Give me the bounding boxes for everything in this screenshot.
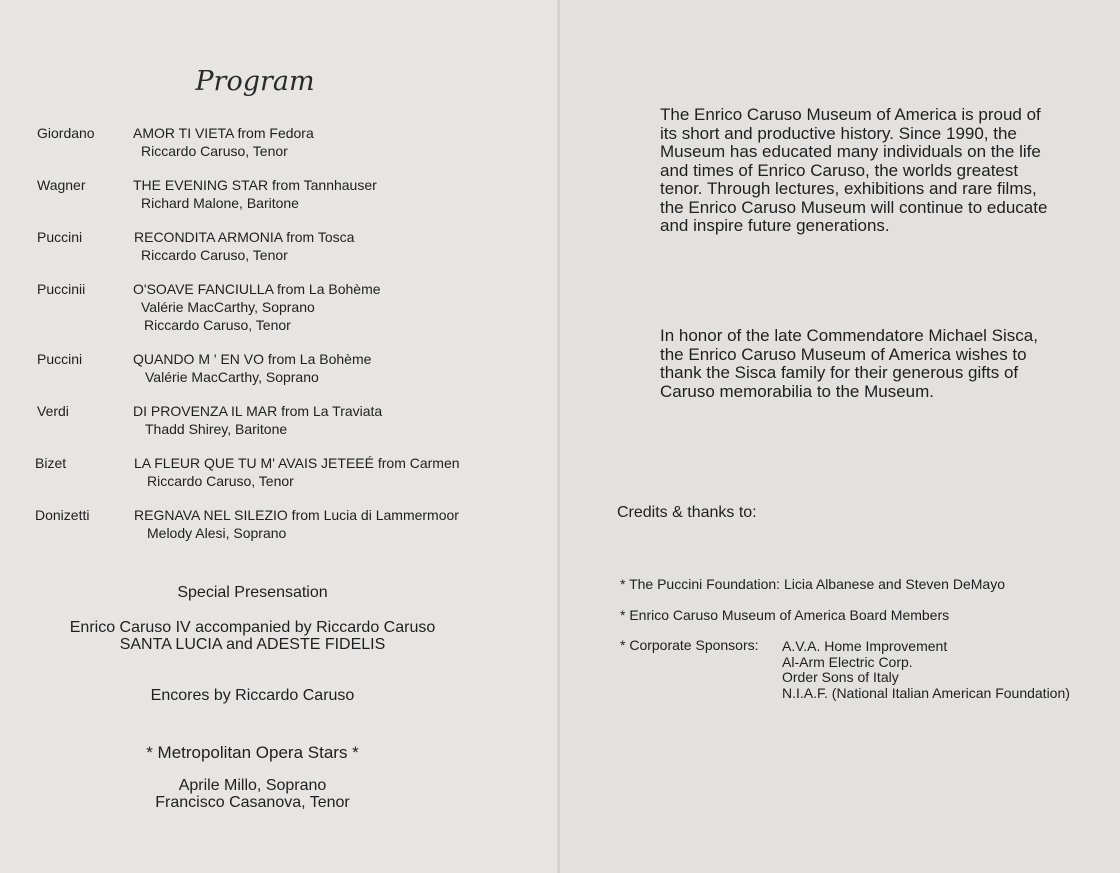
program-title: Program bbox=[195, 66, 315, 97]
sponsor-name: Order Sons of Italy bbox=[782, 669, 899, 685]
special-heading: Special Presensation bbox=[177, 584, 328, 601]
paragraph-line: The Enrico Caruso Museum of America is proud of bbox=[660, 105, 1041, 124]
performer: Valérie MacCarthy, Soprano bbox=[145, 369, 319, 385]
performer: Riccardo Caruso, Tenor bbox=[144, 317, 291, 333]
performer: Melody Alesi, Soprano bbox=[147, 525, 287, 541]
composer-name: Puccini bbox=[37, 229, 83, 245]
met-performer: Aprile Millo, Soprano bbox=[178, 777, 327, 794]
sponsor-name: Al-Arm Electric Corp. bbox=[782, 653, 913, 670]
composer-name: Puccini bbox=[37, 351, 83, 367]
met-performer: Francisco Casanova, Tenor bbox=[155, 794, 350, 811]
sponsor-name: N.I.A.F. (National Italian American Foundation) bbox=[782, 684, 1070, 701]
paragraph-line: its short and productive history. Since 1990, the bbox=[660, 123, 1017, 143]
credit-item: * Corporate Sponsors: bbox=[620, 637, 759, 653]
paragraph-line: tenor. Through lectures, exhibitions and rare films, bbox=[660, 179, 1037, 198]
performer: Valérie MacCarthy, Soprano bbox=[141, 299, 315, 315]
special-line: SANTA LUCIA and ADESTE FIDELIS bbox=[119, 636, 386, 653]
composer-name: Donizetti bbox=[35, 507, 90, 523]
paragraph-line: In honor of the late Commendatore Michael Sisca, bbox=[660, 326, 1038, 345]
paragraph-line: and times of Enrico Caruso, the worlds greatest bbox=[660, 160, 1019, 180]
performer: Riccardo Caruso, Tenor bbox=[141, 143, 288, 159]
performer: Riccardo Caruso, Tenor bbox=[147, 473, 294, 489]
piece-title: O'SOAVE FANCIULLA from La Bohème bbox=[133, 281, 381, 297]
met-stars-heading: * Metropolitan Opera Stars * bbox=[146, 743, 359, 762]
composer-name: Puccinii bbox=[37, 281, 86, 297]
performer: Riccardo Caruso, Tenor bbox=[141, 247, 288, 263]
composer-name: Bizet bbox=[35, 455, 67, 471]
composer-name: Verdi bbox=[37, 403, 69, 419]
performer: Richard Malone, Baritone bbox=[141, 195, 299, 211]
piece-title: LA FLEUR QUE TU M' AVAIS JETEEÉ from Carmen bbox=[134, 455, 460, 471]
piece-title: QUANDO M ' EN VO from La Bohème bbox=[133, 351, 372, 367]
paragraph-line: thank the Sisca family for their generous gifts of bbox=[660, 363, 1019, 382]
piece-title: AMOR TI VIETA from Fedora bbox=[133, 125, 314, 141]
museum-paragraph bbox=[660, 106, 1090, 236]
composer-name: Wagner bbox=[37, 177, 86, 193]
piece-title: RECONDITA ARMONIA from Tosca bbox=[134, 229, 355, 245]
credit-item: * The Puccini Foundation: Licia Albanese and Steven DeMayo bbox=[620, 576, 1005, 592]
piece-title: REGNAVA NEL SILEZIO from Lucia di Lammermoor bbox=[134, 507, 459, 523]
paragraph-line: Museum has educated many individuals on the life bbox=[660, 142, 1041, 161]
credit-item: * Enrico Caruso Museum of America Board Members bbox=[620, 607, 950, 623]
piece-title: THE EVENING STAR from Tannhauser bbox=[133, 177, 377, 193]
paragraph-line: Caruso memorabilia to the Museum. bbox=[660, 381, 935, 401]
performer: Thadd Shirey, Baritone bbox=[145, 421, 288, 437]
sponsor-name: A.V.A. Home Improvement bbox=[782, 638, 948, 654]
encores-line: Encores by Riccardo Caruso bbox=[150, 687, 355, 704]
piece-title: DI PROVENZA IL MAR from La Traviata bbox=[133, 403, 383, 419]
composer-name: Giordano bbox=[37, 125, 95, 141]
paragraph-line: the Enrico Caruso Museum will continue to educate bbox=[660, 197, 1048, 217]
honor-paragraph bbox=[660, 327, 1090, 401]
paragraph-line: the Enrico Caruso Museum of America wishes to bbox=[660, 344, 1027, 364]
special-line: Enrico Caruso IV accompanied by Riccardo Caruso bbox=[69, 619, 436, 636]
credits-heading: Credits & thanks to: bbox=[617, 504, 757, 521]
sponsor-list bbox=[782, 639, 1070, 701]
paragraph-line: and inspire future generations. bbox=[660, 216, 890, 235]
